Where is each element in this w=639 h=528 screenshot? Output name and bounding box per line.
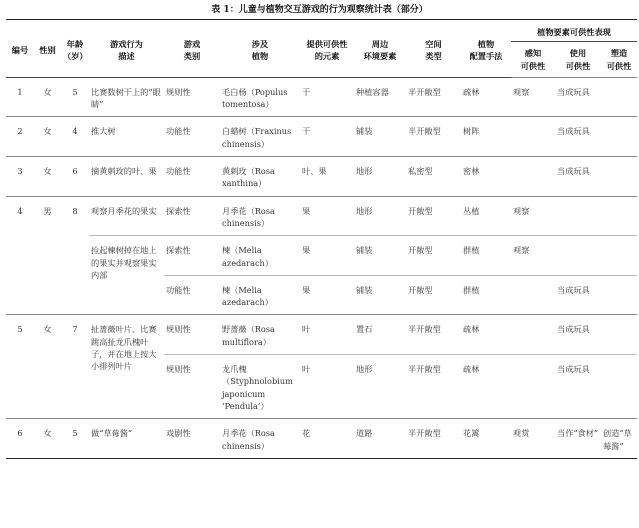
table-row xyxy=(6,157,637,197)
cell-perceive: 观赏 xyxy=(511,419,555,459)
cell-perceive xyxy=(511,315,555,355)
cell-space-type: 半开敞型 xyxy=(406,355,461,419)
cell-plant: 野蔷薇（Rosa multiflora） xyxy=(220,315,300,355)
cell-use: 当成玩具 xyxy=(555,315,601,355)
header-category: 游戏 类别 xyxy=(164,20,220,78)
cell-gender: 男 xyxy=(34,196,61,315)
header-environment: 周边 环境要素 xyxy=(354,20,406,78)
header-age: 年龄 （岁） xyxy=(61,20,89,78)
cell-environment: 置石 xyxy=(354,315,406,355)
cell-behavior: 比赛数树干上的“眼睛” xyxy=(89,77,164,117)
cell-configuration: 群植 xyxy=(461,236,511,276)
cell-perceive xyxy=(511,117,555,157)
cell-behavior: 做“草莓酱” xyxy=(89,419,164,459)
cell-age: 7 xyxy=(61,315,89,419)
cell-no: 3 xyxy=(6,157,34,197)
table-body xyxy=(6,77,637,458)
cell-element: 花 xyxy=(300,419,354,459)
table-row xyxy=(6,196,637,236)
cell-space-type: 半开敞型 xyxy=(406,77,461,117)
header-behavior: 游戏行为 描述 xyxy=(89,20,164,78)
cell-no: 4 xyxy=(6,196,34,315)
table-caption: 表 1：儿童与植物交互游戏的行为观察统计表（部分） xyxy=(211,5,428,15)
header-perceive: 感知 可供性 xyxy=(520,48,546,71)
cell-space-type: 开敞型 xyxy=(406,196,461,236)
cell-plant: 月季花（Rosa chinensis） xyxy=(220,196,300,236)
header-gender: 性别 xyxy=(34,20,61,78)
cell-perceive: 观察 xyxy=(511,236,555,276)
cell-no: 6 xyxy=(6,419,34,459)
cell-behavior: 摘黄刺玫的叶、果 xyxy=(89,157,164,197)
cell-configuration: 疏林 xyxy=(461,315,511,355)
table-row xyxy=(6,77,637,117)
cell-shape xyxy=(601,196,637,236)
cell-age: 5 xyxy=(61,77,89,117)
cell-configuration: 花篱 xyxy=(461,419,511,459)
table-row xyxy=(6,419,637,459)
cell-environment: 地形 xyxy=(354,196,406,236)
cell-perceive xyxy=(511,355,555,419)
cell-space-type: 半开敞型 xyxy=(406,315,461,355)
cell-shape xyxy=(601,236,637,276)
cell-element: 叶 xyxy=(300,355,354,419)
cell-configuration: 疏林 xyxy=(461,77,511,117)
cell-gender: 女 xyxy=(34,157,61,197)
cell-environment: 地形 xyxy=(354,157,406,197)
table-row xyxy=(6,315,637,355)
cell-use: 当成玩具 xyxy=(555,157,601,197)
cell-no: 2 xyxy=(6,117,34,157)
cell-shape xyxy=(601,355,637,419)
cell-environment: 铺装 xyxy=(354,275,406,315)
cell-use xyxy=(555,236,601,276)
cell-age: 4 xyxy=(61,117,89,157)
cell-gender: 女 xyxy=(34,315,61,419)
cell-gender: 女 xyxy=(34,77,61,117)
cell-environment: 铺装 xyxy=(354,236,406,276)
header-configuration: 植物 配置手法 xyxy=(461,20,511,78)
cell-category: 规则性 xyxy=(164,77,220,117)
cell-configuration: 丛植 xyxy=(461,196,511,236)
cell-environment: 地形 xyxy=(354,355,406,419)
cell-perceive xyxy=(511,275,555,315)
cell-gender: 女 xyxy=(34,419,61,459)
cell-behavior: 捡起楝树掉在地上的果实并观察果实内部 xyxy=(89,236,164,315)
cell-element: 果 xyxy=(300,275,354,315)
cell-plant: 黄刺玫（Rosa xanthina） xyxy=(220,157,300,197)
cell-no: 5 xyxy=(6,315,34,419)
cell-environment: 铺装 xyxy=(354,117,406,157)
cell-behavior: 扯蔷薇叶片、比赛跳高扯龙爪槐叶子，并在地上按大小排列叶片 xyxy=(89,315,164,419)
cell-perceive: 观察 xyxy=(511,77,555,117)
cell-plant: 白蜡树（Fraxinus chinensis） xyxy=(220,117,300,157)
cell-plant: 楝（Melia azedarach） xyxy=(220,275,300,315)
cell-category: 规则性 xyxy=(164,355,220,419)
header-no: 编号 xyxy=(6,20,34,78)
header-plant: 涉及 植物 xyxy=(220,20,300,78)
cell-perceive xyxy=(511,157,555,197)
cell-age: 6 xyxy=(61,157,89,197)
cell-element: 干 xyxy=(300,117,354,157)
cell-configuration: 群植 xyxy=(461,275,511,315)
cell-element: 果 xyxy=(300,236,354,276)
cell-shape xyxy=(601,157,637,197)
cell-shape xyxy=(601,117,637,157)
cell-category: 功能性 xyxy=(164,157,220,197)
header-use: 使用 可供性 xyxy=(565,48,591,71)
cell-configuration: 疏林 xyxy=(461,355,511,419)
observation-table xyxy=(6,19,637,459)
cell-plant: 月季花（Rosa chinensis） xyxy=(220,419,300,459)
header-space-type: 空间 类型 xyxy=(406,20,461,78)
cell-shape xyxy=(601,315,637,355)
cell-environment: 种植容器 xyxy=(354,77,406,117)
cell-space-type: 开敞型 xyxy=(406,236,461,276)
cell-use: 当作“食材” xyxy=(555,419,601,459)
cell-element: 叶、果 xyxy=(300,157,354,197)
cell-configuration: 树阵 xyxy=(461,117,511,157)
cell-element: 果 xyxy=(300,196,354,236)
cell-space-type: 半开敞型 xyxy=(406,419,461,459)
cell-use: 当成玩具 xyxy=(555,117,601,157)
cell-category: 戏剧性 xyxy=(164,419,220,459)
cell-perceive: 观察 xyxy=(511,196,555,236)
cell-use: 当成玩具 xyxy=(555,355,601,419)
cell-use: 当成玩具 xyxy=(555,77,601,117)
table-row xyxy=(6,117,637,157)
cell-plant: 楝（Melia azedarach） xyxy=(220,236,300,276)
cell-category: 功能性 xyxy=(164,117,220,157)
cell-environment: 道路 xyxy=(354,419,406,459)
cell-shape: 创造“草莓酱” xyxy=(601,419,637,459)
cell-plant: 龙爪槐（Styphnolobium japonicum ‘Pendula’） xyxy=(220,355,300,419)
cell-behavior: 观察月季花的果实 xyxy=(89,196,164,236)
cell-element: 干 xyxy=(300,77,354,117)
cell-configuration: 密林 xyxy=(461,157,511,197)
header-shape: 塑造 可供性 xyxy=(606,48,632,71)
cell-category: 探索性 xyxy=(164,196,220,236)
cell-space-type: 私密型 xyxy=(406,157,461,197)
cell-gender: 女 xyxy=(34,117,61,157)
header-affordance-group: 植物要素可供性表现 xyxy=(511,20,637,42)
table-row xyxy=(6,236,637,276)
cell-plant: 毛白杨（Populus tomentosa） xyxy=(220,77,300,117)
cell-use xyxy=(555,196,601,236)
cell-use: 当成玩具 xyxy=(555,275,601,315)
header-element: 提供可供性 的元素 xyxy=(300,20,354,78)
cell-age: 8 xyxy=(61,196,89,315)
cell-shape xyxy=(601,275,637,315)
cell-age: 5 xyxy=(61,419,89,459)
cell-category: 功能性 xyxy=(164,275,220,315)
cell-space-type: 半开敞型 xyxy=(406,117,461,157)
cell-behavior: 推大树 xyxy=(89,117,164,157)
cell-element: 叶 xyxy=(300,315,354,355)
table-header xyxy=(6,20,637,78)
cell-no: 1 xyxy=(6,77,34,117)
cell-category: 规则性 xyxy=(164,315,220,355)
cell-shape xyxy=(601,77,637,117)
cell-space-type: 开敞型 xyxy=(406,275,461,315)
cell-category: 探索性 xyxy=(164,236,220,276)
